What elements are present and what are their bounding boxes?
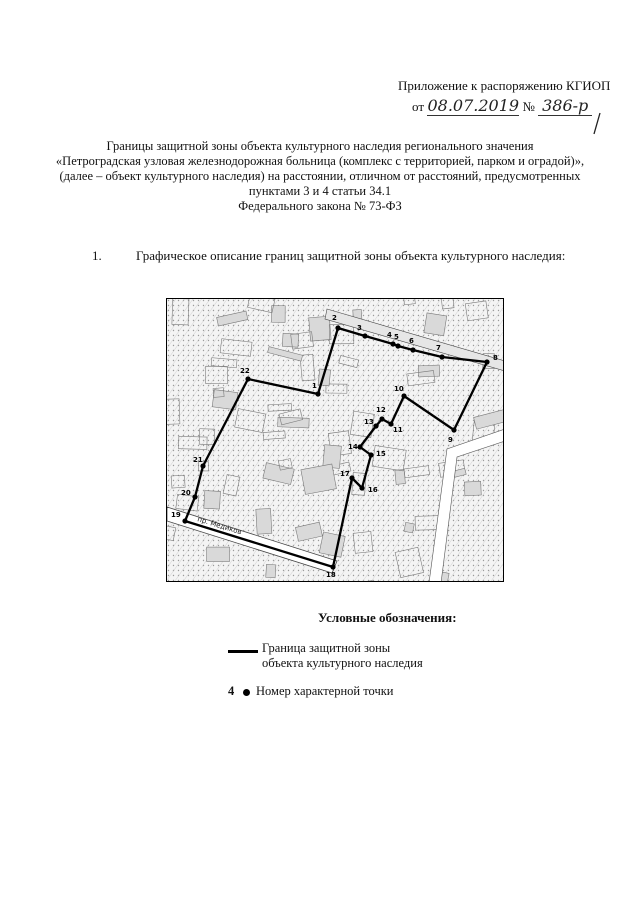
legend-boundary-line-swatch [228,650,258,653]
legend-boundary-line-1: Граница защитной зоны [262,641,391,655]
point-dot-7 [439,354,444,359]
point-dot-21 [200,463,205,468]
point-dot-20 [192,494,197,499]
background-building [424,313,447,336]
street-label: пр. Медиков [196,515,243,537]
legend-title: Условные обозначения: [318,610,457,625]
point-dot-3 [362,333,367,338]
point-dot-15 [368,452,373,457]
point-dot-22 [245,376,250,381]
title-line-4: пунктами 3 и 4 статьи 34.1 [248,184,392,198]
point-label-5: 5 [394,333,399,341]
background-building [207,547,230,561]
title-line-2: «Петроградская узловая железнодорожная больница (комплекс с территорией, парком и оградой)», [55,154,585,168]
legend-point-dot-icon [243,689,250,696]
point-label-7: 7 [436,344,441,352]
point-label-11: 11 [393,426,403,434]
title-line-3: (далее – объект культурного наследия) на расстоянии, отличном от расстояний, предусмотренных [59,169,581,183]
background-building [272,306,286,323]
point-dot-9 [451,427,456,432]
legend-point-number: 4 [228,684,235,698]
legend-boundary-line-2: объекта культурного наследия [262,656,423,670]
point-dot-17 [349,475,354,480]
point-label-22: 22 [240,367,250,375]
handwritten-date: 08.07.2019 [427,96,520,115]
point-label-14: 14 [348,443,358,451]
title-line-5: Федерального закона № 73-ФЗ [238,199,402,213]
number-prefix: № [522,99,535,114]
point-label-9: 9 [448,436,453,444]
point-label-10: 10 [394,385,404,393]
handwritten-number: 386-р [538,96,592,116]
legend-point-text: Номер характерной точки [256,684,394,698]
title-line-1: Границы защитной зоны объекта культурного наследия регионального значения [106,139,534,153]
background-building [301,464,337,494]
point-dot-2 [335,325,340,330]
signature-tick [590,112,604,136]
point-label-1: 1 [312,382,317,390]
boundary-map [166,298,504,582]
point-dot-8 [484,359,489,364]
point-dot-12 [379,416,384,421]
point-dot-4 [390,341,395,346]
background-building [278,417,310,428]
background-building [404,522,414,533]
point-label-12: 12 [376,406,386,414]
point-label-4: 4 [387,331,392,339]
section-heading [92,248,102,264]
point-dot-19 [182,518,187,523]
point-label-3: 3 [357,324,362,332]
point-label-13: 13 [364,418,374,426]
legend-boundary-text [262,641,423,671]
appendix-header [398,78,610,94]
date-prefix: от [412,99,425,114]
background-building [266,564,276,578]
point-dot-1 [315,391,320,396]
background-building [464,481,481,495]
background-building [204,491,221,510]
point-label-15: 15 [376,450,386,458]
point-label-17: 17 [340,470,350,478]
background-building [395,469,406,484]
point-label-6: 6 [409,337,414,345]
section-number: 1. [92,248,102,263]
point-label-19: 19 [171,511,181,519]
point-dot-16 [359,485,364,490]
point-dot-6 [410,347,415,352]
point-label-16: 16 [368,486,378,494]
point-dot-18 [330,564,335,569]
point-dot-10 [401,393,406,398]
point-dot-14 [357,444,362,449]
appendix-date-line [412,96,592,116]
point-label-18: 18 [326,571,336,579]
map-svg [167,299,504,582]
appendix-title: Приложение к распоряжению КГИОП [398,78,611,93]
point-label-21: 21 [193,456,203,464]
point-label-8: 8 [493,354,498,362]
background-building [319,532,345,557]
point-dot-5 [395,343,400,348]
document-title [0,139,640,214]
point-label-20: 20 [181,489,191,497]
background-building [256,508,272,534]
point-label-2: 2 [332,314,337,322]
section-text: Графическое описание границ защитной зоны объекта культурного наследия: [136,248,566,263]
point-dot-13 [373,423,378,428]
